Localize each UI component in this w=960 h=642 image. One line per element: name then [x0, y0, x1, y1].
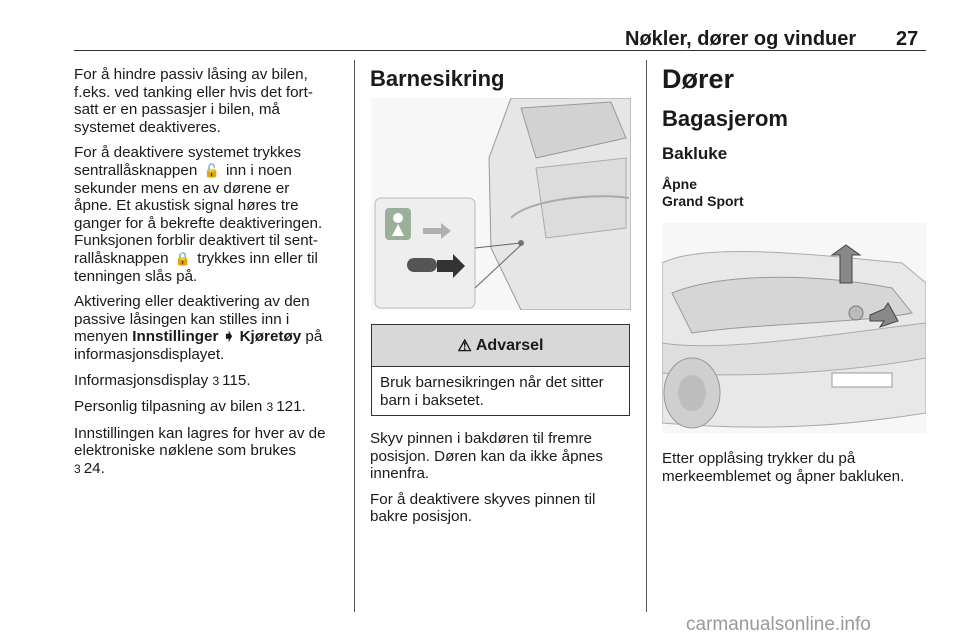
page-number: 27 — [896, 28, 919, 50]
reference-arrow-icon: 3 — [74, 461, 81, 476]
paragraph-push-pin-back: For å deaktivere skyves pinnen til bakre posisjon. — [370, 490, 596, 526]
paragraph-deactivate: For å deaktivere systemet trykkes sentrallåsknappen 🔓 inn i noen sekunder mens en av dørene er åpne. Et akustisk signal høres tre ganger for å bekrefte deaktiveringen. Funksjonen forblir deaktivert til sent- rallåsknappen 🔒 trykkes inn eller til tenningen slås på. — [74, 144, 323, 285]
child-lock-illustration — [371, 98, 631, 310]
xref-personalization[interactable]: Personlig tilpasning av bilen 3 121. — [74, 398, 306, 416]
rear-door-drawing — [371, 98, 631, 310]
column-divider-2 — [646, 60, 647, 612]
warning-icon: ⚠ — [457, 337, 472, 355]
menu-arrow-icon: ➧ — [222, 328, 236, 346]
paragraph-passive-locking: For å hindre passiv låsing av bilen, f.eks. ved tanking eller hvis det fort- satt er en passasjer i bilen, må systemet deaktiveres. — [74, 66, 313, 136]
right-column-caption — [662, 450, 932, 493]
header-rule — [74, 50, 926, 51]
xref-keys[interactable]: 3 24. — [74, 459, 105, 477]
section-heading-tailgate: Bakluke — [662, 144, 728, 163]
section-heading-child-lock: Barnesikring — [370, 66, 505, 91]
paragraph-open-tailgate: Etter opplåsing trykker du på merkeemblemet og åpner bakluken. — [662, 450, 905, 485]
lock-icon: 🔒 — [174, 250, 191, 266]
watermark[interactable]: carmanualsonline.info — [686, 614, 871, 635]
xref-info-display[interactable]: Informasjonsdisplay 3 115. — [74, 371, 251, 389]
label-grand-sport: Grand Sport — [662, 193, 744, 209]
menu-path-settings: Innstillinger — [132, 328, 219, 346]
paragraph-settings: Aktivering eller deaktivering av den passive låsingen kan stilles inn i menyen Innstillinger ➧ Kjøretøy på informasjonsdisplayet. — [74, 293, 323, 363]
reference-arrow-icon: 3 — [266, 400, 274, 415]
warning-title: Advarsel — [475, 336, 544, 354]
reference-arrow-icon: 3 — [212, 373, 220, 388]
paragraph-key-storage: Innstillingen kan lagres for hver av de elektroniske nøklene som brukes 3 24. — [74, 425, 349, 479]
warning-box — [371, 324, 630, 416]
label-open: Åpne — [662, 176, 697, 192]
middle-column-text — [370, 430, 635, 534]
menu-path-vehicle: Kjøretøy — [239, 328, 302, 346]
paragraph-push-pin-forward: Skyv pinnen i bakdøren til fremre posisjon. Døren kan da ikke åpnes innenfra. — [370, 430, 604, 483]
tailgate-illustration — [662, 223, 926, 433]
left-column — [74, 66, 349, 486]
unlock-icon: 🔓 — [203, 162, 220, 178]
page-header-title: Nøkler, dører og vinduer — [625, 28, 857, 50]
car-rear-drawing — [662, 223, 926, 433]
warning-body: Bruk barnesikringen når det sitter barn i baksetet. — [380, 374, 604, 409]
warning-header — [372, 325, 629, 367]
section-heading-doors: Dører — [662, 64, 735, 94]
column-divider-1 — [354, 60, 355, 612]
section-heading-luggage: Bagasjerom — [662, 106, 788, 131]
